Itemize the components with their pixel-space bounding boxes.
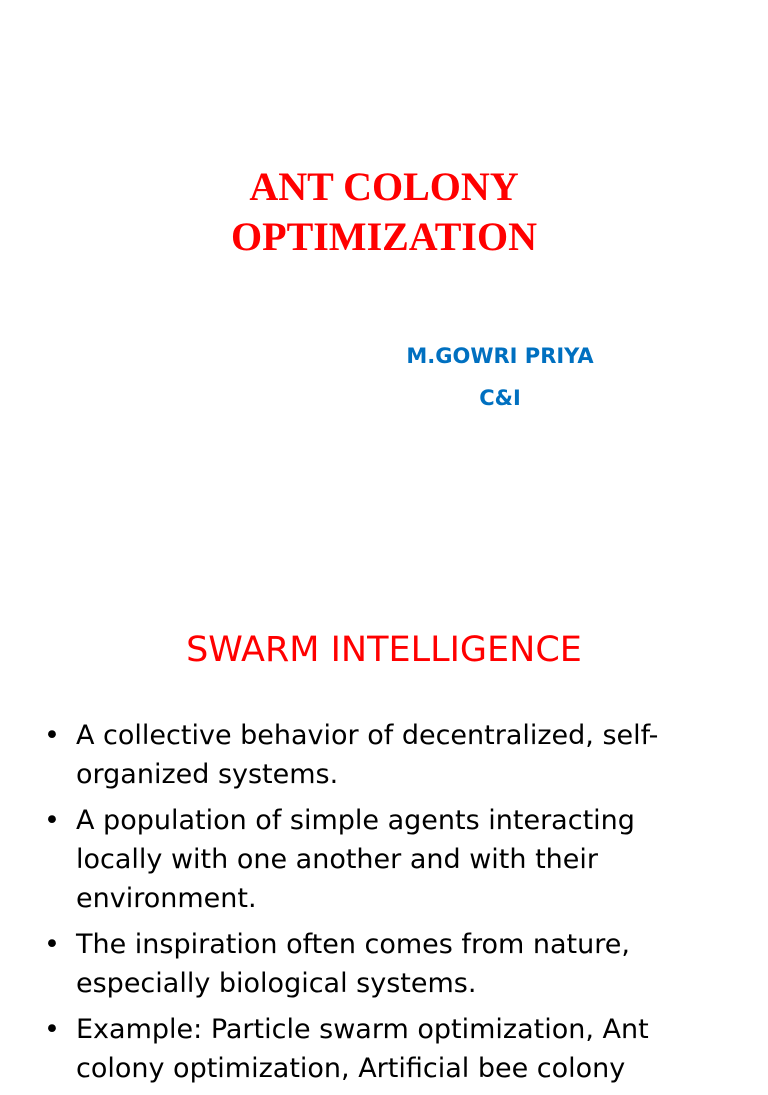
bullet-item bbox=[44, 801, 724, 918]
bullet-list bbox=[44, 716, 724, 1095]
bullet-item bbox=[44, 925, 724, 1003]
bullet-text: Example: Particle swarm optimization, Ant colony optimization, Artificial bee colony bbox=[76, 1014, 649, 1084]
bullet-icon: • bbox=[44, 1014, 60, 1045]
bullet-item bbox=[44, 716, 724, 794]
title-line-1: ANT COLONY bbox=[249, 164, 519, 209]
bullet-text: A population of simple agents interacting locally with one another and with their environment. bbox=[76, 805, 635, 914]
bullet-icon: • bbox=[44, 720, 60, 751]
presentation-title bbox=[0, 162, 768, 262]
bullet-icon: • bbox=[44, 929, 60, 960]
bullet-item bbox=[44, 1010, 724, 1088]
department-label: C&I bbox=[479, 386, 521, 410]
bullet-icon: • bbox=[44, 805, 60, 836]
title-line-2: OPTIMIZATION bbox=[231, 214, 537, 259]
content-slide bbox=[0, 576, 768, 1084]
author-name: M.GOWRI PRIYA bbox=[406, 344, 594, 368]
slide-title: SWARM INTELLIGENCE bbox=[186, 630, 582, 670]
bullet-text: A collective behavior of decentralized, self-organized systems. bbox=[76, 720, 659, 790]
bullet-text: The inspiration often comes from nature, especially biological systems. bbox=[76, 929, 630, 999]
presentation-subtitle bbox=[360, 335, 640, 419]
